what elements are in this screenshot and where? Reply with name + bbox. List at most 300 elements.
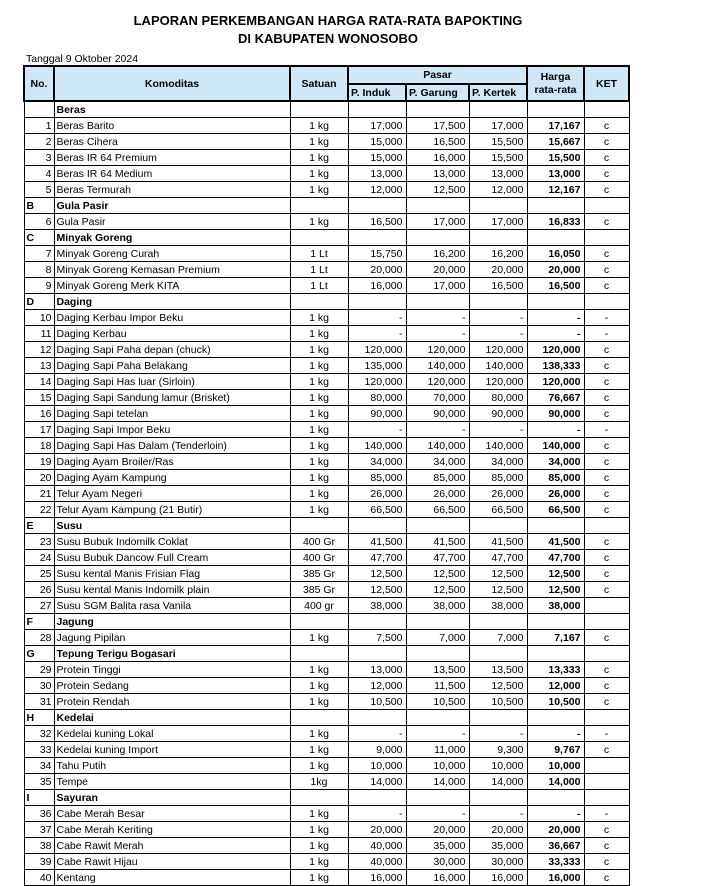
price-garung: -: [406, 326, 469, 342]
average-price: -: [527, 806, 584, 822]
unit-cell: 1 kg: [290, 870, 348, 886]
category-name: Sayuran: [54, 790, 290, 806]
price-kertek: 13,000: [469, 166, 527, 182]
average-price: 140,000: [527, 438, 584, 454]
ket-cell: c: [584, 454, 629, 470]
row-number: 18: [24, 438, 54, 454]
price-induk: 38,000: [348, 598, 406, 614]
table-row: [24, 774, 629, 790]
empty-cell: [469, 710, 527, 726]
price-garung: 10,500: [406, 694, 469, 710]
commodity-name: Susu SGM Balita rasa Vanila: [54, 598, 290, 614]
price-kertek: 10,500: [469, 694, 527, 710]
average-price: 16,050: [527, 246, 584, 262]
empty-cell: [348, 518, 406, 534]
ket-cell: [584, 598, 629, 614]
price-kertek: -: [469, 806, 527, 822]
commodity-name: Daging Kerbau: [54, 326, 290, 342]
header-no: No.: [24, 66, 54, 101]
empty-cell: [584, 646, 629, 662]
row-number: 23: [24, 534, 54, 550]
unit-cell: 1 kg: [290, 822, 348, 838]
average-price: 26,000: [527, 486, 584, 502]
price-garung: -: [406, 726, 469, 742]
price-induk: 12,000: [348, 182, 406, 198]
empty-cell: [584, 518, 629, 534]
table-row: [24, 470, 629, 486]
ket-cell: c: [584, 278, 629, 294]
category-code: C: [24, 230, 54, 246]
unit-cell: 1 kg: [290, 166, 348, 182]
header-pasar-garung: P. Garung: [406, 84, 469, 101]
empty-cell: [290, 230, 348, 246]
row-number: 20: [24, 470, 54, 486]
table-row: [24, 758, 629, 774]
table-row: [24, 182, 629, 198]
empty-cell: [348, 230, 406, 246]
average-price: 13,000: [527, 166, 584, 182]
unit-cell: 1 kg: [290, 150, 348, 166]
price-kertek: 34,000: [469, 454, 527, 470]
price-garung: 17,500: [406, 118, 469, 134]
table-row: [24, 278, 629, 294]
price-induk: 16,000: [348, 278, 406, 294]
unit-cell: 1 kg: [290, 838, 348, 854]
unit-cell: 1 kg: [290, 374, 348, 390]
table-row: [24, 854, 629, 870]
average-price: 16,500: [527, 278, 584, 294]
average-price: 138,333: [527, 358, 584, 374]
commodity-name: Susu kental Manis Frisian Flag: [54, 566, 290, 582]
empty-cell: [406, 518, 469, 534]
category-name: Susu: [54, 518, 290, 534]
average-price: 14,000: [527, 774, 584, 790]
empty-cell: [584, 790, 629, 806]
average-price: 41,500: [527, 534, 584, 550]
unit-cell: 1 kg: [290, 806, 348, 822]
row-number: 31: [24, 694, 54, 710]
ket-cell: [584, 758, 629, 774]
unit-cell: 1 Lt: [290, 278, 348, 294]
unit-cell: 1 kg: [290, 758, 348, 774]
price-kertek: -: [469, 422, 527, 438]
category-row: [24, 198, 629, 214]
empty-cell: [584, 614, 629, 630]
category-row: [24, 294, 629, 310]
commodity-name: Minyak Goreng Merk KITA: [54, 278, 290, 294]
ket-cell: c: [584, 742, 629, 758]
ket-cell: c: [584, 262, 629, 278]
average-price: 76,667: [527, 390, 584, 406]
average-price: -: [527, 726, 584, 742]
commodity-name: Beras Cihera: [54, 134, 290, 150]
price-garung: 140,000: [406, 358, 469, 374]
header-pasar: Pasar: [348, 66, 527, 84]
price-induk: 10,000: [348, 758, 406, 774]
table-row: [24, 838, 629, 854]
ket-cell: c: [584, 550, 629, 566]
ket-cell: c: [584, 534, 629, 550]
unit-cell: 385 Gr: [290, 582, 348, 598]
commodity-name: Daging Ayam Kampung: [54, 470, 290, 486]
price-garung: 12,500: [406, 182, 469, 198]
empty-cell: [584, 710, 629, 726]
empty-cell: [406, 614, 469, 630]
commodity-name: Minyak Goreng Kemasan Premium: [54, 262, 290, 278]
row-number: 21: [24, 486, 54, 502]
price-garung: 10,000: [406, 758, 469, 774]
unit-cell: 1 Lt: [290, 262, 348, 278]
commodity-name: Daging Ayam Broiler/Ras: [54, 454, 290, 470]
table-row: [24, 806, 629, 822]
category-row: [24, 230, 629, 246]
price-kertek: 16,200: [469, 246, 527, 262]
commodity-name: Protein Sedang: [54, 678, 290, 694]
price-garung: 20,000: [406, 822, 469, 838]
table-row: [24, 422, 629, 438]
price-kertek: -: [469, 310, 527, 326]
category-name: Kedelai: [54, 710, 290, 726]
average-price: 36,667: [527, 838, 584, 854]
price-induk: 26,000: [348, 486, 406, 502]
price-kertek: 10,000: [469, 758, 527, 774]
commodity-name: Protein Tinggi: [54, 662, 290, 678]
category-row: [24, 614, 629, 630]
average-price: 120,000: [527, 342, 584, 358]
empty-cell: [527, 710, 584, 726]
price-garung: 70,000: [406, 390, 469, 406]
price-garung: 120,000: [406, 342, 469, 358]
empty-cell: [469, 646, 527, 662]
average-price: 12,500: [527, 582, 584, 598]
category-row: [24, 518, 629, 534]
table-row: [24, 742, 629, 758]
row-number: 12: [24, 342, 54, 358]
empty-cell: [406, 101, 469, 118]
unit-cell: 400 Gr: [290, 550, 348, 566]
price-garung: 34,000: [406, 454, 469, 470]
ket-cell: c: [584, 822, 629, 838]
commodity-name: Telur Ayam Negeri: [54, 486, 290, 502]
ket-cell: c: [584, 214, 629, 230]
header-komoditas: Komoditas: [54, 66, 290, 101]
price-induk: 20,000: [348, 262, 406, 278]
average-price: 17,167: [527, 118, 584, 134]
empty-cell: [348, 101, 406, 118]
empty-cell: [290, 614, 348, 630]
empty-cell: [348, 790, 406, 806]
empty-cell: [527, 230, 584, 246]
category-code: [24, 101, 54, 118]
row-number: 4: [24, 166, 54, 182]
ket-cell: c: [584, 694, 629, 710]
price-garung: 47,700: [406, 550, 469, 566]
commodity-name: Protein Rendah: [54, 694, 290, 710]
commodity-name: Daging Sapi Has Dalam (Tenderloin): [54, 438, 290, 454]
unit-cell: 1 kg: [290, 182, 348, 198]
empty-cell: [584, 294, 629, 310]
unit-cell: 1 kg: [290, 134, 348, 150]
report-subtitle: DI KABUPATEN WONOSOBO: [237, 31, 419, 46]
ket-cell: c: [584, 374, 629, 390]
row-number: 34: [24, 758, 54, 774]
row-number: 26: [24, 582, 54, 598]
table-row: [24, 598, 629, 614]
price-garung: 7,000: [406, 630, 469, 646]
category-code: D: [24, 294, 54, 310]
table-row: [24, 502, 629, 518]
table-row: [24, 550, 629, 566]
empty-cell: [348, 646, 406, 662]
price-kertek: 12,500: [469, 566, 527, 582]
row-number: 30: [24, 678, 54, 694]
price-kertek: 20,000: [469, 822, 527, 838]
price-kertek: 17,000: [469, 214, 527, 230]
average-price: 10,000: [527, 758, 584, 774]
empty-cell: [406, 646, 469, 662]
unit-cell: 1 Lt: [290, 246, 348, 262]
empty-cell: [469, 294, 527, 310]
empty-cell: [406, 790, 469, 806]
table-row: [24, 454, 629, 470]
table-row: [24, 358, 629, 374]
price-kertek: 38,000: [469, 598, 527, 614]
commodity-name: Beras Barito: [54, 118, 290, 134]
price-garung: 140,000: [406, 438, 469, 454]
commodity-name: Daging Sapi Sandung lamur (Brisket): [54, 390, 290, 406]
empty-cell: [469, 101, 527, 118]
ket-cell: c: [584, 358, 629, 374]
commodity-name: Beras IR 64 Premium: [54, 150, 290, 166]
price-induk: 7,500: [348, 630, 406, 646]
row-number: 11: [24, 326, 54, 342]
row-number: 17: [24, 422, 54, 438]
unit-cell: 1kg: [290, 774, 348, 790]
average-price: 20,000: [527, 822, 584, 838]
price-kertek: 90,000: [469, 406, 527, 422]
table-row: [24, 310, 629, 326]
empty-cell: [348, 614, 406, 630]
price-induk: 90,000: [348, 406, 406, 422]
ket-cell: c: [584, 438, 629, 454]
commodity-name: Cabe Rawit Merah: [54, 838, 290, 854]
category-code: G: [24, 646, 54, 662]
table-row: [24, 134, 629, 150]
empty-cell: [469, 614, 527, 630]
row-number: 32: [24, 726, 54, 742]
empty-cell: [290, 790, 348, 806]
ket-cell: c: [584, 566, 629, 582]
row-number: 1: [24, 118, 54, 134]
price-kertek: 12,500: [469, 582, 527, 598]
price-induk: 40,000: [348, 838, 406, 854]
price-kertek: 15,500: [469, 150, 527, 166]
ket-cell: -: [584, 806, 629, 822]
commodity-name: Jagung Pipilan: [54, 630, 290, 646]
price-induk: 13,000: [348, 662, 406, 678]
ket-cell: c: [584, 182, 629, 198]
average-price: 34,000: [527, 454, 584, 470]
unit-cell: 1 kg: [290, 390, 348, 406]
ket-cell: c: [584, 406, 629, 422]
row-number: 24: [24, 550, 54, 566]
price-kertek: 12,000: [469, 182, 527, 198]
price-induk: 15,000: [348, 134, 406, 150]
row-number: 25: [24, 566, 54, 582]
commodity-name: Beras Termurah: [54, 182, 290, 198]
price-induk: 120,000: [348, 374, 406, 390]
commodity-name: Daging Sapi tetelan: [54, 406, 290, 422]
unit-cell: 385 Gr: [290, 566, 348, 582]
ket-cell: c: [584, 662, 629, 678]
price-kertek: 47,700: [469, 550, 527, 566]
price-induk: 20,000: [348, 822, 406, 838]
price-garung: 30,000: [406, 854, 469, 870]
empty-cell: [348, 710, 406, 726]
unit-cell: 1 kg: [290, 326, 348, 342]
ket-cell: c: [584, 342, 629, 358]
row-number: 8: [24, 262, 54, 278]
row-number: 35: [24, 774, 54, 790]
ket-cell: c: [584, 486, 629, 502]
average-price: 7,167: [527, 630, 584, 646]
average-price: 120,000: [527, 374, 584, 390]
commodity-name: Daging Kerbau Impor Beku: [54, 310, 290, 326]
empty-cell: [290, 518, 348, 534]
ket-cell: c: [584, 150, 629, 166]
price-induk: 12,500: [348, 566, 406, 582]
ket-cell: -: [584, 310, 629, 326]
average-price: 85,000: [527, 470, 584, 486]
category-row: [24, 646, 629, 662]
commodity-name: Tempe: [54, 774, 290, 790]
row-number: 39: [24, 854, 54, 870]
category-row: [24, 101, 629, 118]
commodity-name: Beras IR 64 Medium: [54, 166, 290, 182]
header-pasar-induk: P. Induk: [348, 84, 406, 101]
empty-cell: [348, 198, 406, 214]
price-induk: 135,000: [348, 358, 406, 374]
row-number: 9: [24, 278, 54, 294]
price-kertek: 16,000: [469, 870, 527, 886]
ket-cell: c: [584, 502, 629, 518]
unit-cell: 1 kg: [290, 502, 348, 518]
price-induk: 34,000: [348, 454, 406, 470]
ket-cell: c: [584, 166, 629, 182]
unit-cell: 1 kg: [290, 470, 348, 486]
header-pasar-kertek: P. Kertek: [469, 84, 527, 101]
header-satuan: Satuan: [290, 66, 348, 101]
empty-cell: [406, 294, 469, 310]
commodity-name: Cabe Merah Besar: [54, 806, 290, 822]
price-induk: 12,000: [348, 678, 406, 694]
table-row: [24, 326, 629, 342]
average-price: -: [527, 310, 584, 326]
row-number: 13: [24, 358, 54, 374]
average-price: 33,333: [527, 854, 584, 870]
price-kertek: 140,000: [469, 438, 527, 454]
price-kertek: 9,300: [469, 742, 527, 758]
price-induk: 120,000: [348, 342, 406, 358]
price-kertek: 13,500: [469, 662, 527, 678]
average-price: -: [527, 422, 584, 438]
price-induk: -: [348, 326, 406, 342]
average-price: 47,700: [527, 550, 584, 566]
row-number: 7: [24, 246, 54, 262]
price-kertek: 80,000: [469, 390, 527, 406]
price-garung: 16,500: [406, 134, 469, 150]
commodity-name: Cabe Merah Keriting: [54, 822, 290, 838]
empty-cell: [527, 198, 584, 214]
price-garung: 12,500: [406, 582, 469, 598]
price-induk: 40,000: [348, 854, 406, 870]
price-induk: 140,000: [348, 438, 406, 454]
average-price: 10,500: [527, 694, 584, 710]
price-garung: 13,000: [406, 166, 469, 182]
price-garung: -: [406, 310, 469, 326]
row-number: 40: [24, 870, 54, 886]
commodity-name: Daging Sapi Paha depan (chuck): [54, 342, 290, 358]
unit-cell: 1 kg: [290, 118, 348, 134]
price-garung: 120,000: [406, 374, 469, 390]
price-induk: 16,500: [348, 214, 406, 230]
commodity-name: Daging Sapi Has luar (Sirloin): [54, 374, 290, 390]
price-garung: 38,000: [406, 598, 469, 614]
price-garung: 66,500: [406, 502, 469, 518]
ket-cell: c: [584, 470, 629, 486]
ket-cell: -: [584, 326, 629, 342]
price-induk: 17,000: [348, 118, 406, 134]
average-price: 90,000: [527, 406, 584, 422]
average-price: 12,500: [527, 566, 584, 582]
average-price: 15,667: [527, 134, 584, 150]
row-number: 2: [24, 134, 54, 150]
empty-cell: [290, 198, 348, 214]
price-kertek: 12,500: [469, 678, 527, 694]
price-induk: 14,000: [348, 774, 406, 790]
unit-cell: 1 kg: [290, 438, 348, 454]
unit-cell: 1 kg: [290, 726, 348, 742]
commodity-name: Telur Ayam Kampung (21 Butir): [54, 502, 290, 518]
price-induk: 12,500: [348, 582, 406, 598]
category-row: [24, 710, 629, 726]
category-code: H: [24, 710, 54, 726]
price-table: [23, 65, 630, 886]
row-number: 38: [24, 838, 54, 854]
row-number: 14: [24, 374, 54, 390]
commodity-name: Gula Pasir: [54, 214, 290, 230]
empty-cell: [527, 614, 584, 630]
empty-cell: [406, 230, 469, 246]
empty-cell: [290, 710, 348, 726]
table-row: [24, 390, 629, 406]
price-kertek: 26,000: [469, 486, 527, 502]
price-induk: 47,700: [348, 550, 406, 566]
price-garung: 16,200: [406, 246, 469, 262]
category-name: Daging: [54, 294, 290, 310]
average-price: 13,333: [527, 662, 584, 678]
empty-cell: [348, 294, 406, 310]
category-name: Jagung: [54, 614, 290, 630]
empty-cell: [290, 646, 348, 662]
average-price: -: [527, 326, 584, 342]
table-row: [24, 374, 629, 390]
price-induk: 16,000: [348, 870, 406, 886]
price-garung: 11,500: [406, 678, 469, 694]
empty-cell: [469, 790, 527, 806]
price-kertek: 85,000: [469, 470, 527, 486]
table-body: [24, 101, 629, 886]
